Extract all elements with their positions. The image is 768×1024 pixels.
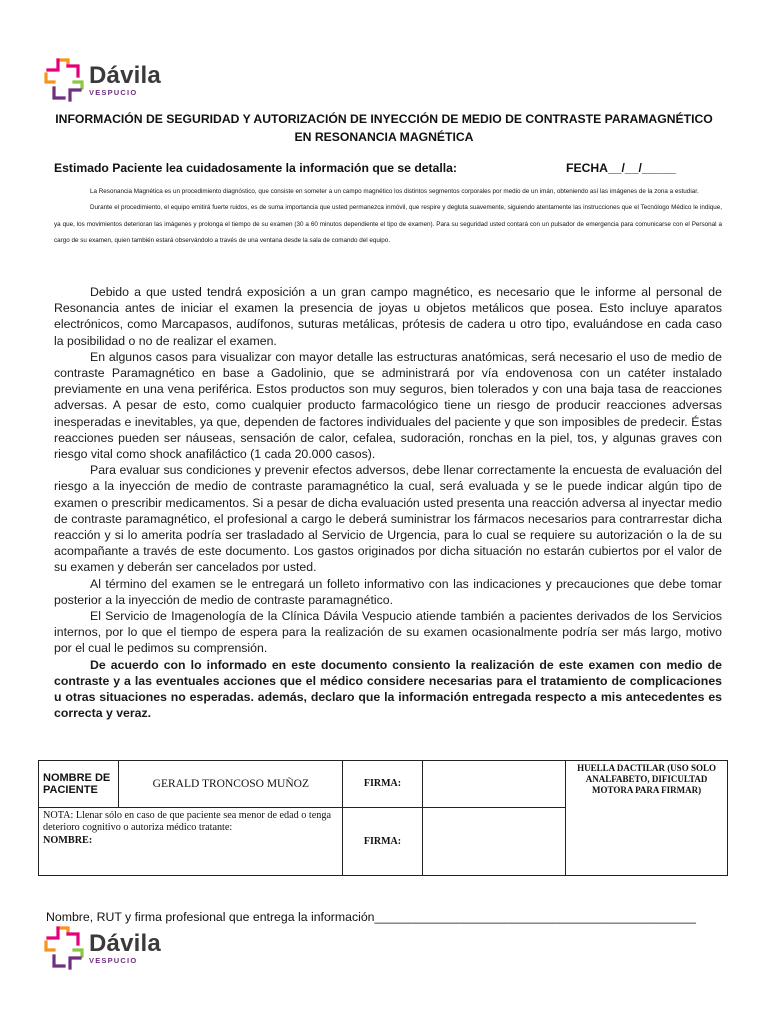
signature-table [38, 760, 728, 876]
guardian-note: NOTA: Llenar sólo en caso de que paciente sea menor de edad o tenga deterioro cognitivo o autoriza médico tratante: [43, 809, 331, 834]
davila-cross-icon [44, 926, 84, 970]
patient-name-value[interactable]: GERALD TRONCOSO MUÑOZ [119, 761, 343, 808]
davila-cross-icon [44, 58, 84, 102]
body-paragraph: Al término del examen se le entregará un folleto informativo con las indicaciones y precauciones que debe tomar posterior a la inyección de medio de contraste paramagnético. [54, 576, 722, 607]
date-field[interactable]: FECHA__/__/_____ [566, 161, 676, 175]
guardian-name-label: NOMBRE: [43, 834, 93, 846]
logo-subtitle: VESPUCIO [89, 955, 138, 965]
fingerprint-label: HUELLA DACTILAR (USO SOLO ANALFABETO, DIFICULTAD MOTORA PARA FIRMAR) [577, 763, 716, 795]
document-title [40, 110, 728, 146]
small-paragraph: La Resonancia Magnética es un procedimiento diagnóstico, que consiste en someter a un campo magnético los distintos segmentos corporales por medio de un imán, obteniendo así las imágenes de la zona a estudiar. [90, 188, 699, 195]
logo-subtitle: VESPUCIO [89, 87, 138, 97]
consent-statement: De acuerdo con lo informado en este documento consiento la realización de este examen con medio de contraste y a las eventuales acciones que el médico considere necesarias para el tratamiento de complicaciones u otras situaciones no esperadas. además, declaro que la información entregada respecto a mis antecedentes es correcta y veraz. [54, 657, 722, 721]
guardian-signature-label: FIRMA: [343, 807, 422, 875]
patient-name-label: NOMBRE DE PACIENTE [39, 761, 119, 808]
clinic-logo-footer [44, 926, 161, 970]
document-body [54, 284, 722, 721]
professional-signature-line[interactable]: Nombre, RUT y firma profesional que entrega la información_______________________________________________ [46, 910, 696, 924]
body-paragraph: Debido a que usted tendrá exposición a un gran campo magnético, es necesario que le informe al personal de Resonancia antes de iniciar el examen la presencia de joyas u objetos metálicos que posea. Esto incluye aparatos electrónicos, como Marcapasos, audífonos, suturas metálicas, prótesis de cadera u otro tipo, evaluándose en cada caso la posibilidad o no de realizar el examen. [54, 285, 722, 348]
guardian-signature-field[interactable] [422, 807, 565, 875]
patient-signature-field[interactable] [422, 761, 565, 808]
small-paragraph: Durante el procedimiento, el equipo emitirá fuerte ruidos, es de suma importancia que usted permanezca inmóvil, que respire y degluta suavemente, siguiendo atentamente las instrucciones que el Tecnólogo Médico le indique, ya que, los movimientos deterioran las imágenes y prolonga el tiempo de su examen (30 a 60 minutos dependiente el tipo de examen). Para su seguridad usted contará con un pulsador de emergencia para comunicarse con el Personal a cargo de su examen, quien también estará observándolo a través de una ventana desde la sala de comando del equipo. [54, 204, 722, 244]
body-paragraph: En algunos casos para visualizar con mayor detalle las estructuras anatómicas, será necesario el uso de medio de contraste Paramagnético en base a Gadolinio, que se administrará por vía endovenosa con un catéter instalado previamente en una vena periférica. Estos productos son muy seguros, bien tolerados y con una baja tasa de reacciones adversas. A pesar de esto, como cualquier producto farmacológico tiene un riesgo de producir reacciones adversas inesperadas e inevitables, ya que, dependen de factores individuales del paciente y que son imposibles de predecir. Éstas reacciones pueden ser náuseas, sensación de calor, cefalea, sudoración, ronchas en la piel, tos, y algunas graves con riesgo vital como shock anafiláctico (1 cada 20.000 casos). [54, 349, 722, 462]
title-line-2: EN RESONANCIA MAGNÉTICA [294, 130, 474, 144]
clinic-logo [44, 58, 161, 102]
body-paragraph: El Servicio de Imagenología de la Clínica Dávila Vespucio atiende también a pacientes derivados de los Servicios internos, por lo que el tiempo de espera para la realización de su examen ocasionalmente podría ser más largo, motivo por el cual le pedimos su comprensión. [54, 609, 722, 656]
body-paragraph: Para evaluar sus condiciones y prevenir efectos adversos, debe llenar correctamente la encuesta de evaluación del riesgo a la inyección de medio de contraste paramagnético la cual, será evaluada y se le puede indicar algún tipo de examen o prescribir medicamentos. Si a pesar de dicha evaluación usted presenta una reacción adversa al inyectar medio de contraste paramagnético, el profesional a cargo le deberá suministrar los fármacos necesarios para contrarrestar dicha reacción y si lo amerita podría ser trasladado al Servicio de Urgencia, para lo cual se requiere su autorización o la de su acompañante a través de este documento. Los gastos originados por dicha situación no estarán cubiertos por el valor de su examen y deberán ser cancelados por usted. [54, 463, 722, 575]
logo-name: Dávila [89, 929, 161, 957]
patient-signature-label: FIRMA: [343, 761, 422, 808]
fingerprint-box[interactable] [566, 761, 728, 876]
title-line-1: INFORMACIÓN DE SEGURIDAD Y AUTORIZACIÓN DE INYECCIÓN DE MEDIO DE CONTRASTE PARAMAGNÉTICO [55, 112, 713, 126]
logo-name: Dávila [89, 61, 161, 89]
intro-small-text [54, 184, 722, 249]
greeting: Estimado Paciente lea cuidadosamente la información que se detalla: [54, 161, 457, 175]
guardian-note-cell[interactable] [39, 807, 343, 875]
